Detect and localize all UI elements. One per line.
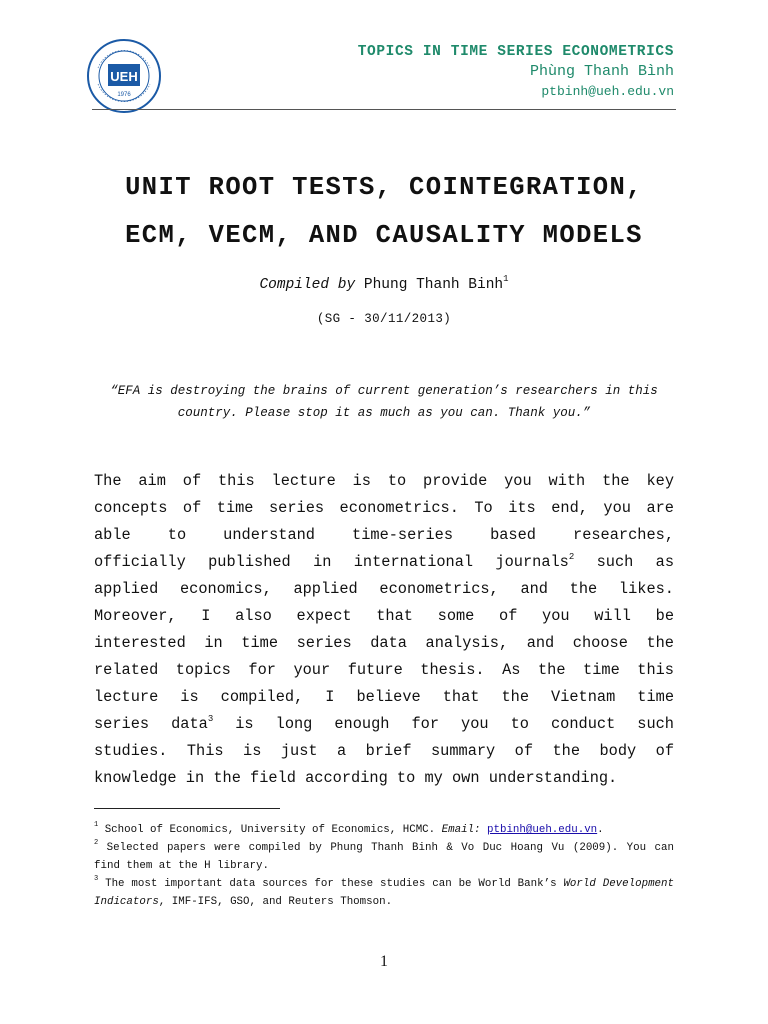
- compiled-by: [0, 274, 768, 293]
- footnote-email-link[interactable]: ptbinh@ueh.edu.vn: [487, 824, 598, 836]
- paragraph-line: lecture is compiled, I believe that the Vietnam time: [94, 688, 674, 706]
- page-number: 1: [380, 953, 388, 970]
- paragraph-line: able to understand time-series based researches,: [94, 526, 674, 544]
- footnote-rule: [94, 808, 280, 809]
- footnotes: [94, 821, 674, 911]
- paragraph-line: Moreover, I also expect that some of you will be: [94, 607, 674, 625]
- paragraph-line: officially published in international journals$^2$ such as: [94, 551, 674, 571]
- header-rule: [92, 109, 676, 110]
- paragraph-line: The aim of this lecture is to provide you with the key: [94, 472, 674, 490]
- paragraph-line: studies. This is just a brief summary of the body of: [94, 742, 674, 760]
- running-header: [358, 44, 674, 99]
- footnote-marker-3: 3: [207, 713, 214, 724]
- footnote-1: $^1$ School of Economics, University of Economics, HCMC. Email: ptbinh@ueh.edu.vn.: [94, 821, 604, 836]
- svg-text:1976: 1976: [117, 92, 131, 98]
- paragraph-line: interested in time series data analysis, and choose the: [94, 634, 674, 652]
- header-email: ptbinh@ueh.edu.vn: [541, 84, 674, 99]
- course-title: TOPICS IN TIME SERIES ECONOMETRICS: [357, 44, 674, 60]
- paragraph-line: concepts of time series econometrics. To its end, you are: [94, 499, 674, 517]
- compiler-name: Phung Thanh Binh: [363, 277, 504, 293]
- paragraph-line: applied economics, applied econometrics, and the likes.: [94, 580, 674, 598]
- epigraph-quote: “EFA is destroying the brains of current generation’s researchers in this country. Please stop it as much as you can. Thank you.”: [110, 384, 658, 420]
- header-author: Phùng Thanh Bình: [529, 63, 674, 80]
- compile-date: (SG - 30/11/2013): [316, 312, 452, 326]
- paragraph-line: related topics for your future thesis. As the time this: [94, 661, 674, 679]
- intro-paragraph: [94, 468, 674, 792]
- ueh-logo: [86, 38, 162, 114]
- document-title-line1: UNIT ROOT TESTS, COINTEGRATION,: [125, 173, 643, 202]
- document-title-line2: ECM, VECM, AND CAUSALITY MODELS: [125, 221, 643, 250]
- footnote-2: $^2$ Selected papers were compiled by Phung Thanh Binh & Vo Duc Hoang Vu (2009). You can find them at the H library.: [94, 839, 674, 872]
- paragraph-line: knowledge in the field according to my own understanding.: [94, 769, 618, 787]
- footnote-3: $^3$ The most important data sources for these studies can be World Bank’s World Development Indicators, IMF-IFS, GSO, and Reuters Thomson.: [94, 875, 674, 908]
- svg-text:UEH: UEH: [110, 69, 138, 84]
- paragraph-line: series data$^3$ is long enough for you to conduct such: [94, 713, 674, 733]
- footnote-marker-2: 2: [568, 551, 575, 562]
- compiled-prefix: Compiled by: [259, 277, 356, 293]
- footnote-marker-1: 1: [503, 274, 509, 285]
